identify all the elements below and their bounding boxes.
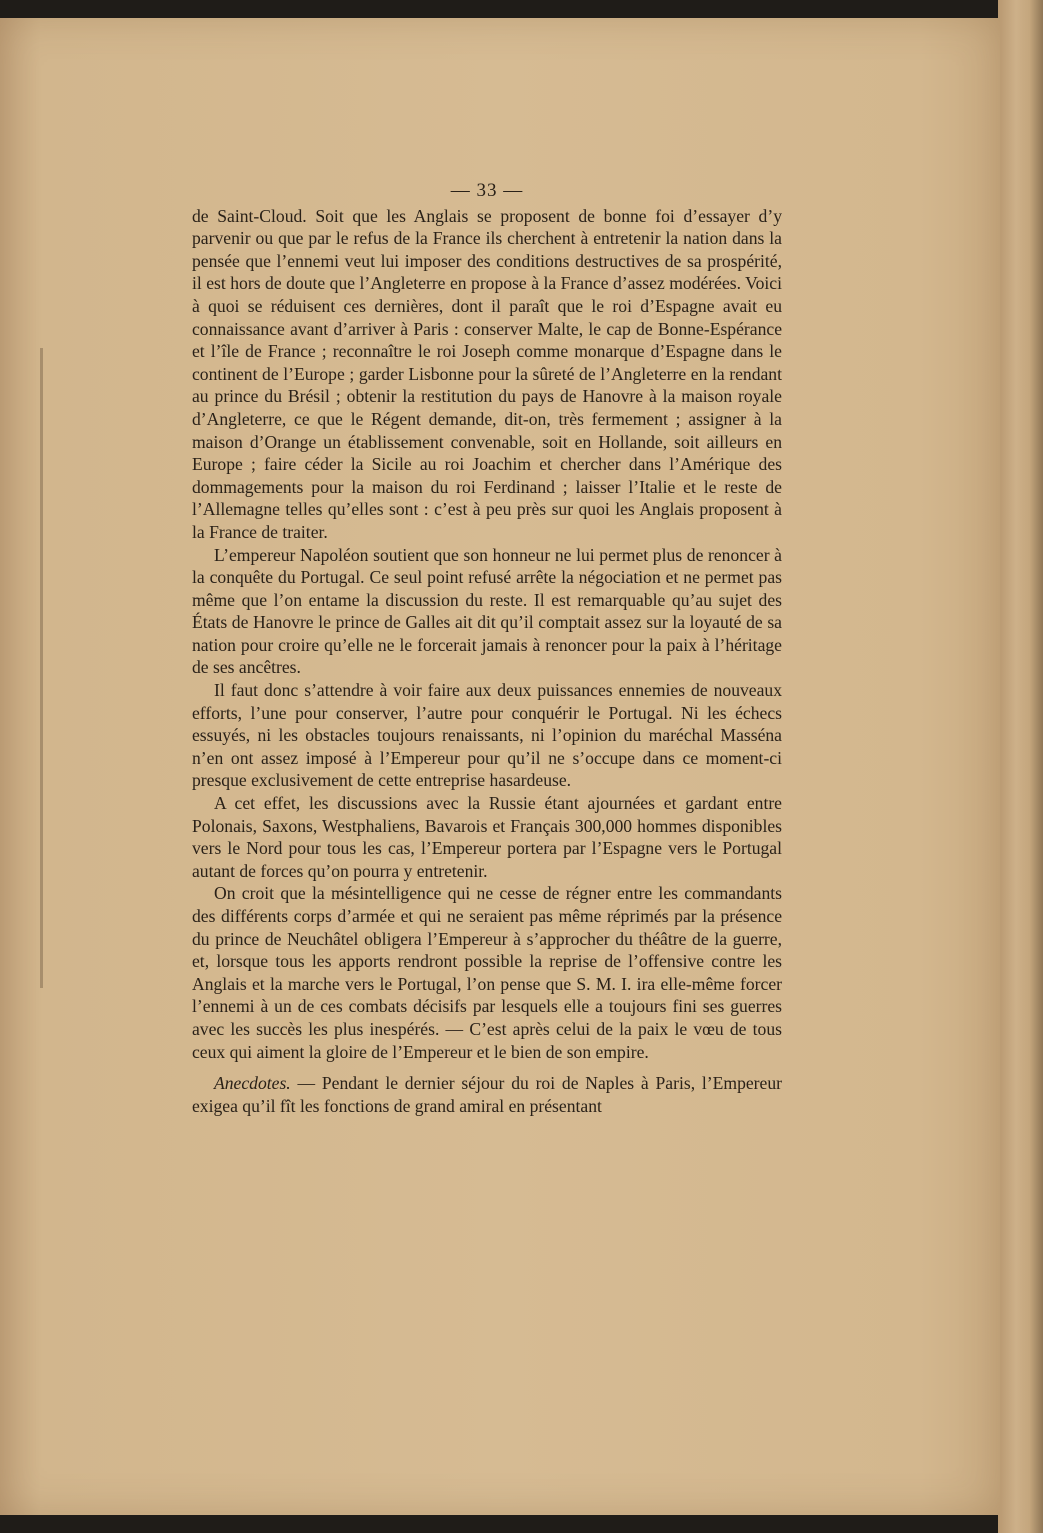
binding-fold	[40, 348, 43, 988]
page-number: — 33 —	[450, 180, 524, 201]
paragraph-4: A cet effet, les discussions avec la Russie étant ajournées et gardant entre Polonais, Saxons, Westphaliens, Bavarois et Français 300,000 hommes disponibles vers le Nord pour tous les cas, l’Empereur portera par l’Espagne vers le Portugal autant de forces qu’on pourra y entretenir.	[192, 793, 782, 881]
paragraph-5: On croit que la mésintelligence qui ne cesse de régner entre les commandants des différents corps d’armée et qui ne seraient pas même réprimés par la présence du prince de Neuchâtel obligera l’Empereur à s’approcher du théâtre de la guerre, et, lorsque tous les apports rendront possible la reprise de l’offensive contre les Anglais et la marche vers le Portugal, l’on pense que S. M. I. ira elle-même forcer l’ennemi à un de ces combats décisifs par lesquels elle a toujours fini ses guerres avec les succès les plus inespérés. — C’est après celui de la paix le vœu de tous ceux qui aiment la gloire de l’Empereur et le bien de son empire.	[192, 883, 782, 1062]
paragraph-2: L’empereur Napoléon soutient que son honneur ne lui permet plus de renoncer à la conquête du Portugal. Ce seul point refusé arrête la négociation et ne permet pas même que l’on entame la discussion du reste. Il est remarquable qu’au sujet des États de Hanovre le prince de Galles ait dit qu’il comptait assez sur la loyauté de sa nation pour croire qu’elle ne le forcerait jamais à renoncer pour la paix à l’héritage de ses ancêtres.	[192, 544, 782, 678]
paragraph-3: Il faut donc s’attendre à voir faire aux deux puissances ennemies de nouveaux efforts, l’une pour conserver, l’autre pour conquérir le Portugal. Ni les échecs essuyés, ni les obstacles toujours renaissants, ni l’opinion du maréchal Masséna n’en ont assez imposé à l’Empereur pour qu’il ne s’occupe dans ce moment-ci presque exclusivement de cette entreprise hasardeuse.	[192, 680, 782, 791]
page-edge	[998, 0, 1043, 1533]
paragraph-1: de Saint-Cloud. Soit que les Anglais se proposent de bonne foi d’essayer d’y parvenir ou que par le refus de la France ils cherchent à entretenir la nation dans la pensée que l’ennemi veut lui imposer des conditions destructives de sa prospérité, il est hors de doute que l’Angleterre en propose à la France d’assez modérées. Voici à quoi se réduisent ces dernières, dont il paraît que le roi d’Espagne avait eu connaissance avant d’arriver à Paris : conserver Malte, le cap de Bonne-Espérance et l’île de France ; reconnaître le roi Joseph comme monarque d’Espagne dans le continent de l’Europe ; garder Lisbonne pour la sûreté de l’Angleterre en la rendant au prince du Brésil ; obtenir la restitution du pays de Hanovre à la maison royale d’Angleterre, ce que le Régent demande, dit-on, très fermement ; assigner à la maison d’Orange un établissement convenable, soit en Hollande, soit ailleurs en Europe ; faire céder la Sicile au roi Joachim et chercher dans l’Amérique des dommagements pour la maison du roi Ferdinand ; laisser l’Italie et le reste de l’Allemagne telles qu’elles sont : c’est à peu près sur quoi les Anglais proposent à la France de traiter.	[192, 205, 782, 542]
anecdotes-text: — Pendant le dernier séjour du roi de Naples à Paris, l’Empereur exigea qu’il fît les fonctions de grand amiral en présentant	[192, 1073, 782, 1116]
page-text	[192, 180, 782, 1117]
anecdotes-heading: Anecdotes.	[214, 1073, 291, 1094]
paragraph-anecdotes	[192, 1072, 782, 1117]
